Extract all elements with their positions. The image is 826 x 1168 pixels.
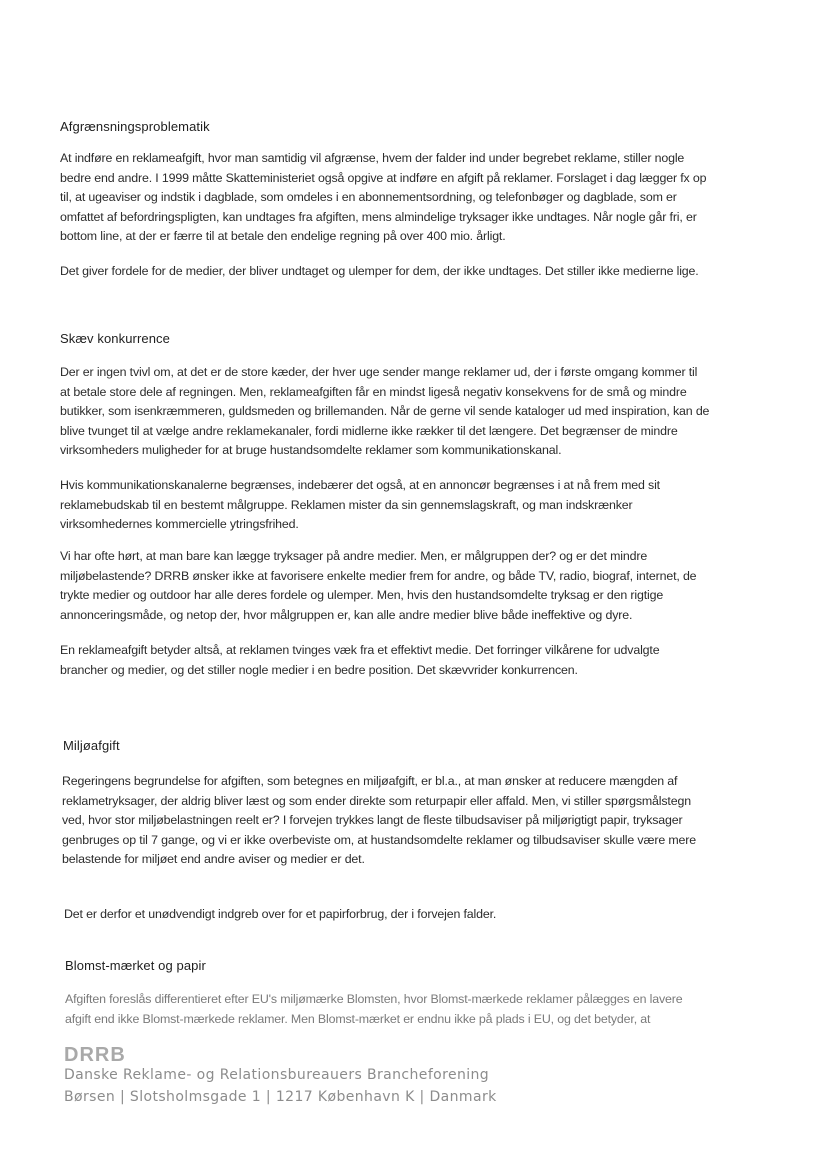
footer-org-name: Danske Reklame- og Relationsbureauers Brancheforening — [64, 1067, 490, 1083]
paragraph: Det er derfor et unødvendigt indgreb over for et papirforbrug, der i forvejen falder. — [64, 907, 497, 921]
paragraph: Afgiften foreslås differentieret efter EU's miljømærke Blomsten, hvor Blomst-mærkede reklamer pålægges en lavere afgift end ikke Blomst-mærkede reklamer. Men Blomst-mærket er endnu ikke på plads i EU, og det betyder, at — [65, 992, 683, 1026]
paragraph: Der er ingen tvivl om, at det er de store kæder, der hver uge sender mange reklamer ud, der i første omgang kommer til at betale store dele af regningen. Men, reklameafgiften får en mindst ligeså negativ konsekvens for de små og mindre butikker, som isenkræmmeren, guldsmeden og brillemanden. Når de gerne vil sende kataloger ud med inspiration, kan de blive tvunget til at vælge andre reklamekanaler, fordi midlerne ikke rækker til det længere. Det begrænser de mindre virksomheders muligheder for at bruge hustandsomdelte reklamer som kommunikationskanal. — [60, 365, 710, 458]
paragraph: Det giver fordele for de medier, der bliver undtaget og ulemper for dem, der ikke undtages. Det stiller ikke medierne lige. — [60, 264, 699, 278]
paragraph: At indføre en reklameafgift, hvor man samtidig vil afgrænse, hvem der falder ind under begrebet reklame, stiller nogle bedre end andre. I 1999 måtte Skatteministeriet også opgive at indføre en afgift på reklamer. Forslaget i dag lægger fx op til, at ugeaviser og indstik i dagblade, som omdeles i en abonnementsordning, og telefonbøger og dagblade, som er omfattet af befordringspligten, kan undtages fra afgiften, mens almindelige tryksager ikke undtages. Når nogle går fri, er bottom line, at der er færre til at betale den endelige regning på over 400 mio. årligt. — [60, 151, 707, 244]
section-heading-afgraensning: Afgrænsningsproblematik — [60, 119, 210, 134]
paragraph: Vi har ofte hørt, at man bare kan lægge tryksager på andre medier. Men, er målgruppen der? og er det mindre miljøbelastende? DRRB ønsker ikke at favorisere enkelte medier frem for andre, og både TV, radio, biograf, internet, de trykte medier og outdoor har alle deres fordele og ulemper. Men, hvis den hustandsomdelte tryksag er den rigtige annonceringsmåde, og netop der, hvor målgruppen er, kan alle andre medier blive både ineffektive og dyre. — [60, 549, 697, 622]
section-heading-miljoafgift: Miljøafgift — [63, 738, 120, 753]
paragraph: Hvis kommunikationskanalerne begrænses, indebærer det også, at en annoncør begrænses i at nå frem med sit reklamebudskab til en bestemt målgruppe. Reklamen mister da sin gennemslagskraft, og man indskrænker virksomhedernes kommercielle ytringsfrihed. — [60, 478, 660, 532]
footer-address: Børsen | Slotsholmsgade 1 | 1217 København K | Danmark — [64, 1089, 497, 1105]
paragraph: Regeringens begrundelse for afgiften, som betegnes en miljøafgift, er bl.a., at man ønsker at reducere mængden af reklametryksager, der aldrig bliver læst og som ender direkte som returpapir eller affald. Men, vi stiller spørgsmålstegn ved, hvor stor miljøbelastningen reelt er? I forvejen trykkes langt de fleste tilbudsaviser på miljørigtigt papir, tryksager genbruges op til 7 gange, og vi er ikke overbeviste om, at hustandsomdelte reklamer og tilbudsaviser skulle være mere belastende for miljøet end andre aviser og medier er det. — [62, 774, 696, 867]
paragraph: En reklameafgift betyder altså, at reklamen tvinges væk fra et effektivt medie. Det forringer vilkårene for udvalgte brancher og medier, og det stiller nogle medier i en bedre position. Det skævvrider konkurrencen. — [60, 643, 660, 677]
drrb-logo: DRRB — [64, 1044, 126, 1066]
section-heading-blomst-maerket: Blomst-mærket og papir — [65, 958, 206, 973]
section-heading-skaev-konkurrence: Skæv konkurrence — [60, 331, 170, 346]
